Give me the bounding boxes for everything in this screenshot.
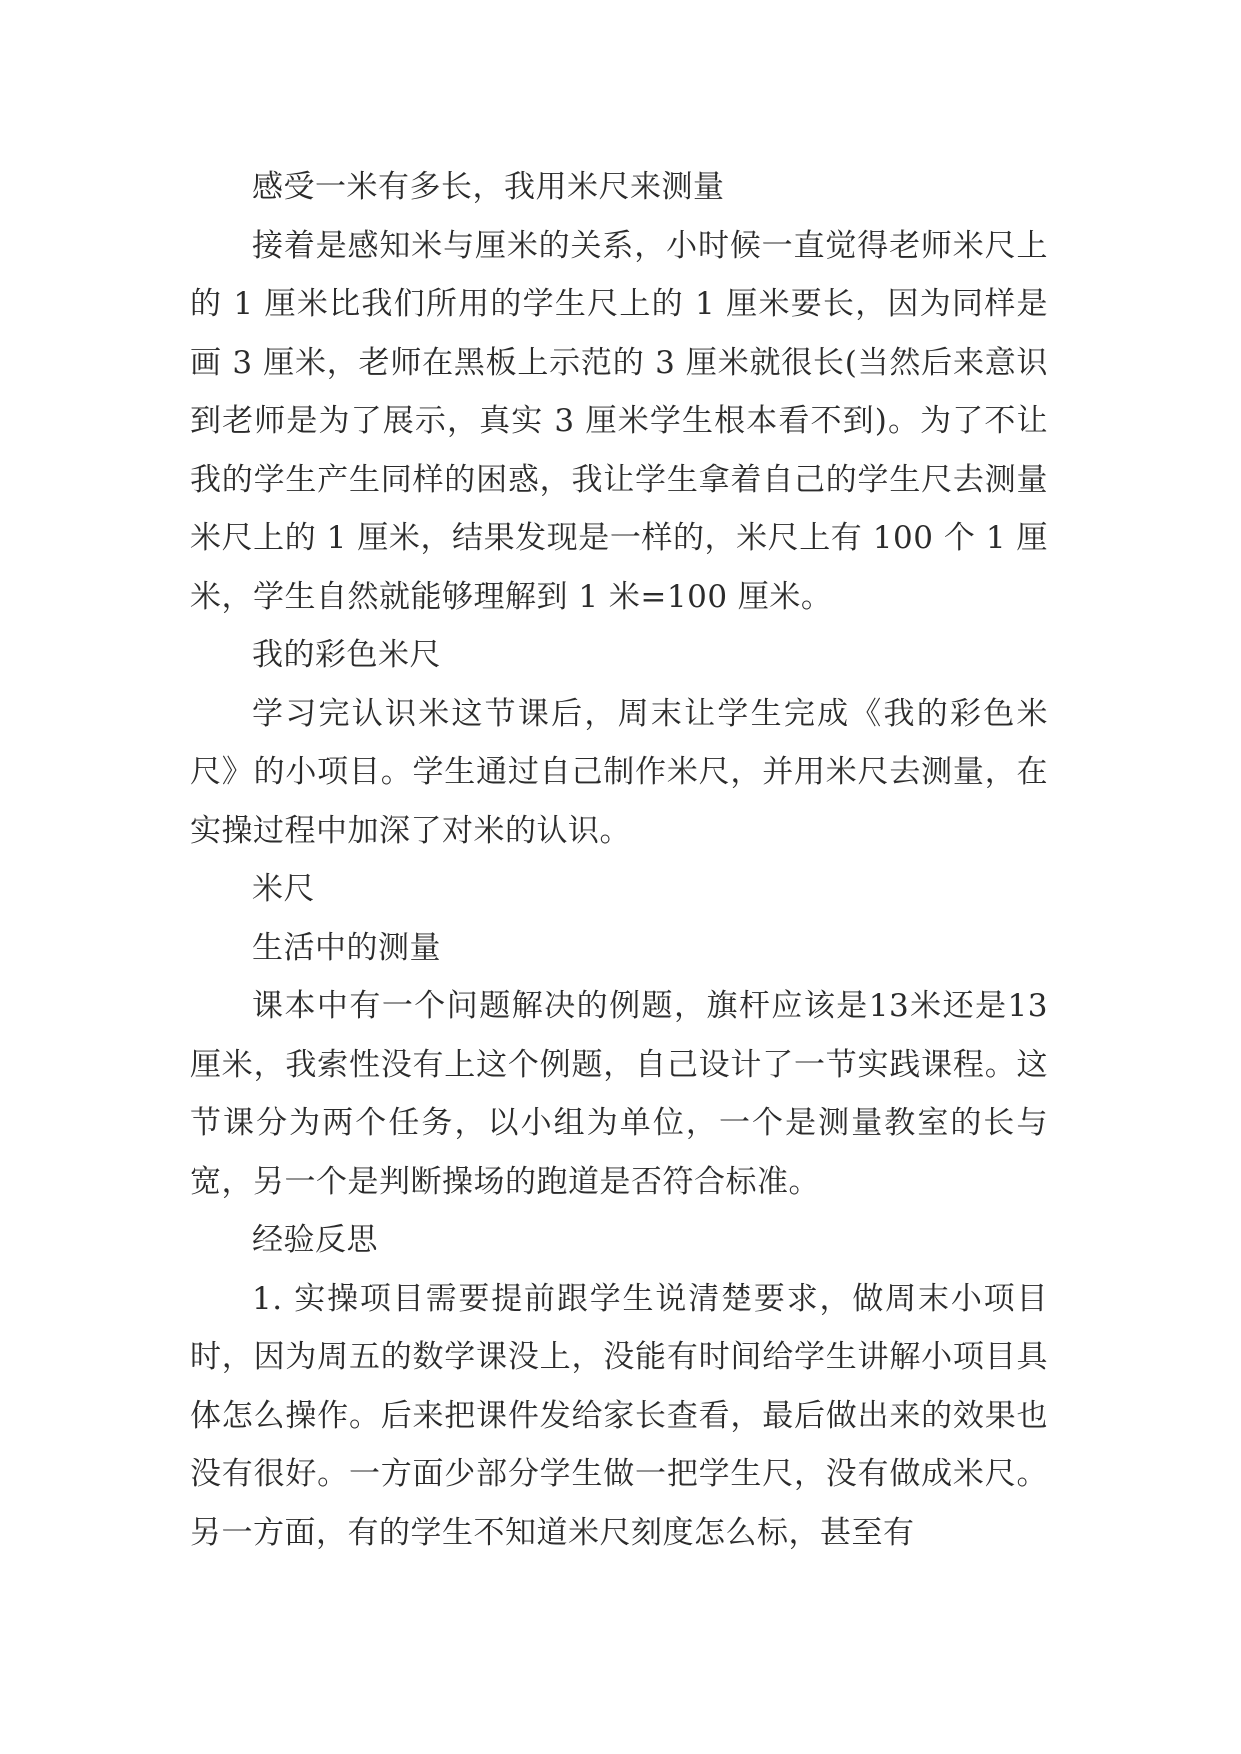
heading-feel-one-meter: 感受一米有多长，我用米尺来测量 <box>252 169 725 205</box>
document-body <box>190 158 1048 1562</box>
heading-meter-ruler: 米尺 <box>252 871 315 907</box>
heading-reflection: 经验反思 <box>252 1222 378 1258</box>
paragraph-reflection-point-1: 1. 实操项目需要提前跟学生说清楚要求，做周末小项目时，因为周五的数学课没上，没能有时间给学生讲解小项目具体怎么操作。后来把课件发给家长查看，最后做出来的效果也没有很好。一方面少部分学生做一把学生尺，没有做成米尺。另一方面，有的学生不知道米尺刻度怎么标，甚至有 <box>190 1280 1048 1551</box>
paragraph-practice-lesson: 课本中有一个问题解决的例题，旗杆应该是13米还是13厘米，我索性没有上这个例题，自己设计了一节实践课程。这节课分为两个任务，以小组为单位，一个是测量教室的长与宽，另一个是判断操场的跑道是否符合标准。 <box>190 988 1048 1200</box>
paragraph-colored-ruler-project: 学习完认识米这节课后，周末让学生完成《我的彩色米尺》的小项目。学生通过自己制作米尺，并用米尺去测量，在实操过程中加深了对米的认识。 <box>190 695 1048 849</box>
heading-my-colored-ruler: 我的彩色米尺 <box>252 637 441 673</box>
paragraph-meter-centimeter-relation: 接着是感知米与厘米的关系，小时候一直觉得老师米尺上的 1 厘米比我们所用的学生尺上的 1 厘米要长，因为同样是画 3 厘米，老师在黑板上示范的 3 厘米就很长(当然后来意识到老师是为了展示，真实 3 厘米学生根本看不到)。为了不让我的学生产生同样的困惑，我让学生拿着自己的学生尺去测量米尺上的 1 厘米，结果发现是一样的，米尺上有 100 个 1 厘米，学生自然就能够理解到 1 米=100 厘米。 <box>190 227 1048 615</box>
heading-measurement-in-life: 生活中的测量 <box>252 929 441 966</box>
